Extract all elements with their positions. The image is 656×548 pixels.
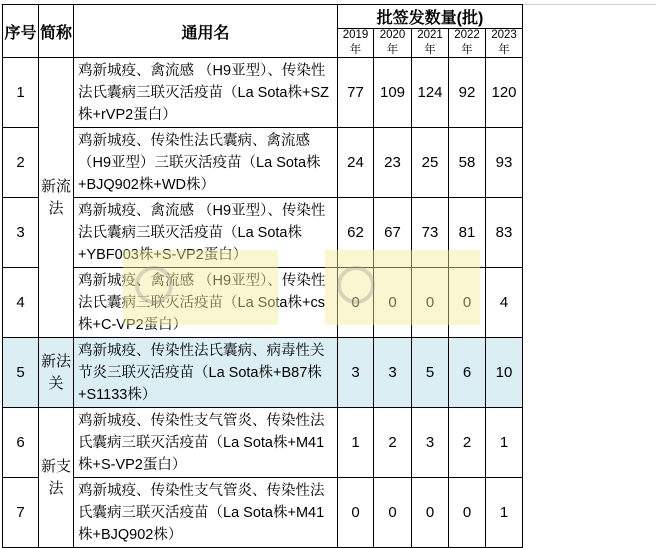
header-year: 2020年 — [374, 29, 412, 58]
vaccine-batch-table — [2, 4, 523, 548]
row-value: 1 — [486, 478, 523, 548]
row-name: 鸡新城疫、传染性支气管炎、传染性法氏囊病三联灭活疫苗（La Sota株+M41株+BJQ902株） — [74, 478, 338, 548]
row-value: 0 — [338, 268, 374, 338]
row-value: 3 — [338, 338, 374, 408]
header-year: 2022年 — [449, 29, 486, 58]
row-index: 3 — [3, 198, 39, 268]
row-value: 23 — [374, 128, 412, 198]
row-value: 1 — [486, 408, 523, 478]
row-value: 83 — [486, 198, 523, 268]
row-value: 0 — [374, 478, 412, 548]
row-name: 鸡新城疫、禽流感 （H9亚型）、传染性法氏囊病三联灭活疫苗（La Sota株+cs株+C-VP2蛋白） — [74, 268, 338, 338]
row-value: 93 — [486, 128, 523, 198]
table-row — [3, 128, 523, 198]
row-value: 0 — [412, 478, 449, 548]
header-batches: 批签发数量(批) — [338, 5, 523, 29]
table-row — [3, 268, 523, 338]
row-value: 3 — [374, 338, 412, 408]
row-name: 鸡新城疫、传染性支气管炎、传染性法氏囊病三联灭活疫苗（La Sota株+M41株+S-VP2蛋白） — [74, 408, 338, 478]
header-abbr: 简称 — [39, 5, 74, 58]
header-index: 序号 — [3, 5, 39, 58]
row-index: 4 — [3, 268, 39, 338]
row-value: 4 — [486, 268, 523, 338]
row-abbr: 新法关 — [39, 338, 74, 408]
row-value: 81 — [449, 198, 486, 268]
row-value: 0 — [412, 268, 449, 338]
row-value: 3 — [412, 408, 449, 478]
row-value: 0 — [449, 478, 486, 548]
table-row — [3, 338, 523, 408]
row-value: 10 — [486, 338, 523, 408]
row-value: 124 — [412, 58, 449, 128]
row-value: 0 — [449, 268, 486, 338]
row-index: 2 — [3, 128, 39, 198]
row-value: 67 — [374, 198, 412, 268]
header-year: 2023年 — [486, 29, 523, 58]
header-year: 2021年 — [412, 29, 449, 58]
row-value: 2 — [449, 408, 486, 478]
table-row — [3, 58, 523, 128]
row-value: 1 — [338, 408, 374, 478]
row-value: 109 — [374, 58, 412, 128]
table-row — [3, 478, 523, 548]
row-value: 2 — [374, 408, 412, 478]
row-value: 24 — [338, 128, 374, 198]
row-abbr: 新流法 — [39, 58, 74, 338]
row-value: 62 — [338, 198, 374, 268]
row-value: 73 — [412, 198, 449, 268]
row-index: 5 — [3, 338, 39, 408]
header-year: 2019年 — [338, 29, 374, 58]
row-index: 1 — [3, 58, 39, 128]
row-value: 77 — [338, 58, 374, 128]
row-name: 鸡新城疫、禽流感 （H9亚型）、传染性法氏囊病三联灭活疫苗（La Sota株+SZ株+rVP2蛋白） — [74, 58, 338, 128]
row-value: 0 — [374, 268, 412, 338]
header-name: 通用名 — [74, 5, 338, 58]
row-value: 5 — [412, 338, 449, 408]
table-row — [3, 408, 523, 478]
row-name: 鸡新城疫、传染性法氏囊病、病毒性关节炎三联灭活疫苗（La Sota株+B87株+S1133株） — [74, 338, 338, 408]
row-value: 120 — [486, 58, 523, 128]
table-row — [3, 198, 523, 268]
row-value: 58 — [449, 128, 486, 198]
row-abbr: 新支法 — [39, 408, 74, 548]
row-index: 6 — [3, 408, 39, 478]
row-name: 鸡新城疫、传染性法氏囊病、禽流感（H9亚型）三联灭活疫苗（La Sota株+BJQ902株+WD株） — [74, 128, 338, 198]
row-value: 92 — [449, 58, 486, 128]
row-index: 7 — [3, 478, 39, 548]
row-name: 鸡新城疫、禽流感 （H9亚型）、传染性法氏囊病三联灭活疫苗（La Sota株+YBF003株+S-VP2蛋白） — [74, 198, 338, 268]
row-value: 6 — [449, 338, 486, 408]
row-value: 0 — [338, 478, 374, 548]
row-value: 25 — [412, 128, 449, 198]
